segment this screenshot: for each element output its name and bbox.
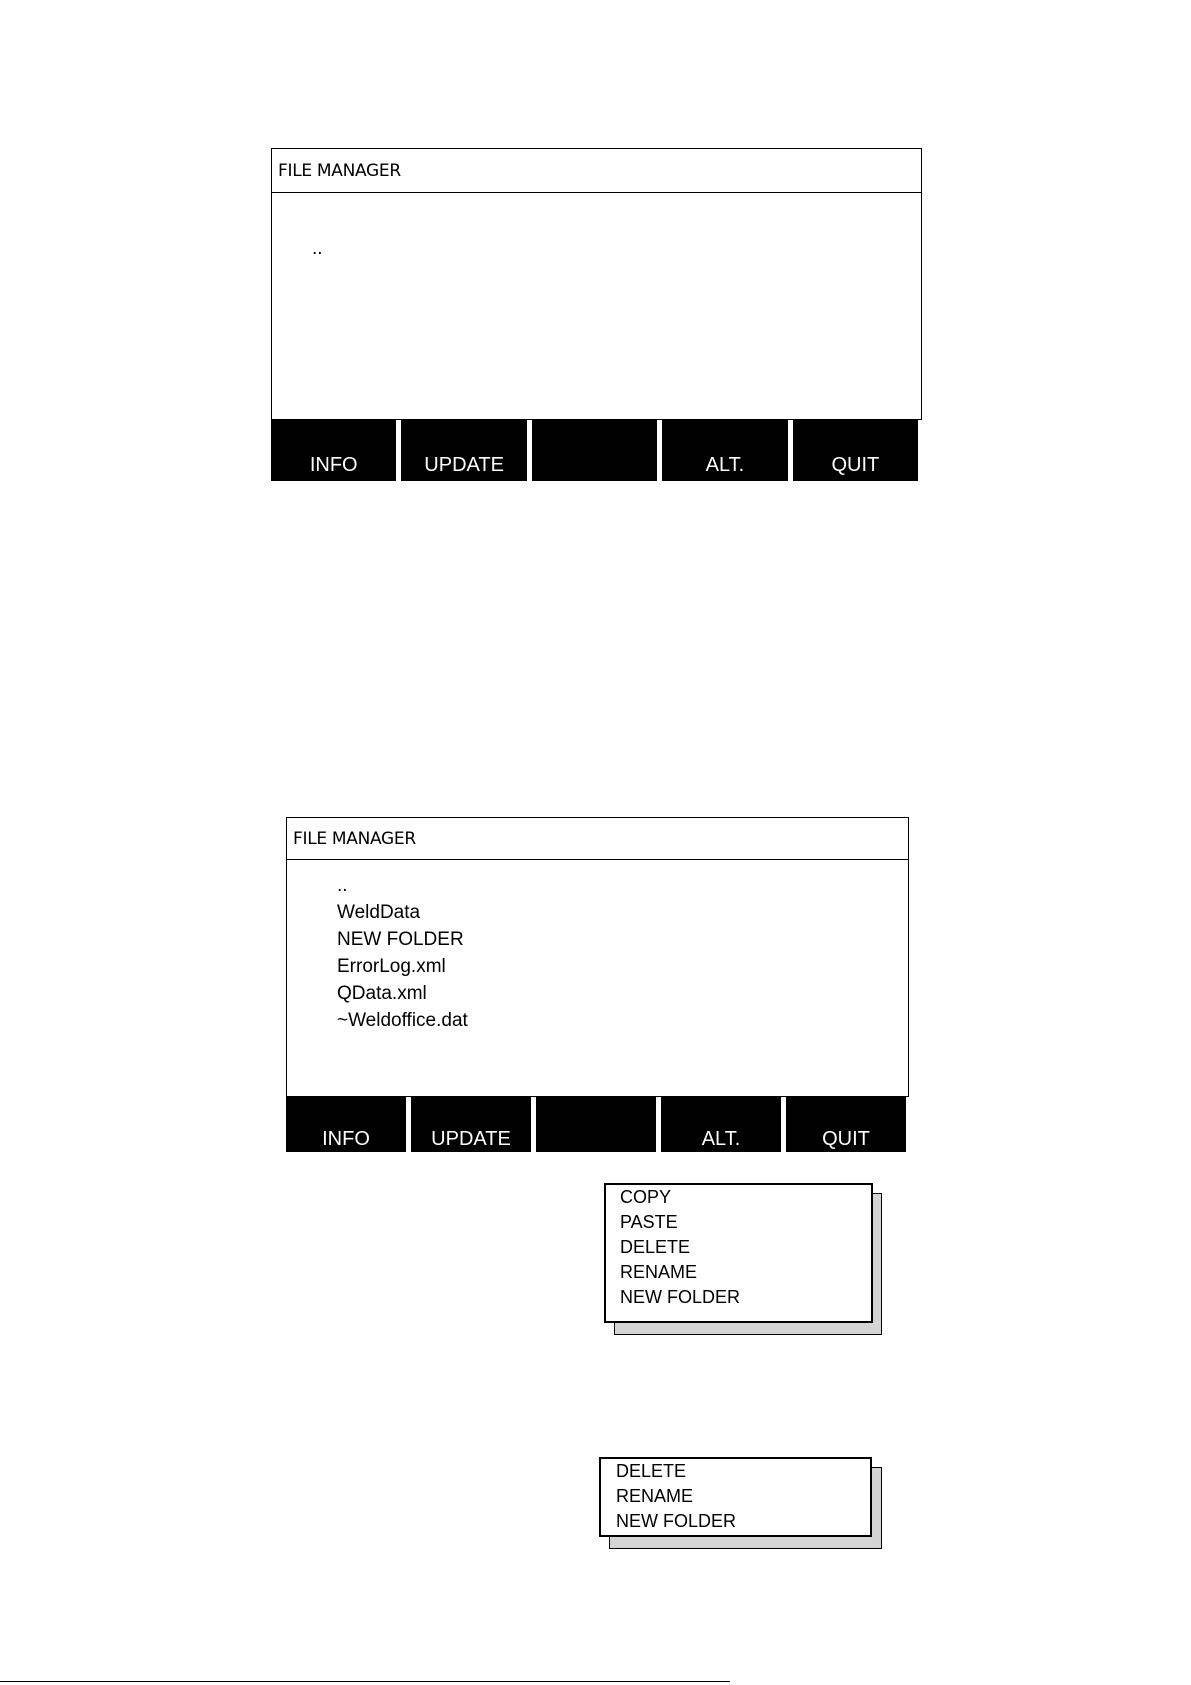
menu-item-new-folder[interactable]: NEW FOLDER <box>620 1287 741 1307</box>
menu-item-copy[interactable]: COPY <box>620 1187 672 1207</box>
context-menu-1 <box>604 1183 884 1336</box>
softkey-label: QUIT <box>831 454 880 476</box>
file-manager-screen-2 <box>286 817 909 1097</box>
page-divider <box>0 1681 730 1682</box>
blank-softkey[interactable] <box>532 420 657 481</box>
menu-item-rename[interactable]: RENAME <box>620 1262 698 1282</box>
softkey-label: INFO <box>309 454 358 476</box>
list-item[interactable]: WeldData <box>337 902 421 923</box>
menu-item-delete[interactable]: DELETE <box>620 1237 691 1257</box>
info-button[interactable] <box>286 1097 406 1152</box>
context-menu-2 <box>599 1457 884 1550</box>
softkey-label: ALT. <box>705 454 745 476</box>
list-item[interactable]: .. <box>312 238 323 259</box>
softkey-label: INFO <box>322 1128 370 1150</box>
softkey-label: UPDATE <box>431 1128 511 1150</box>
info-button[interactable] <box>271 420 396 481</box>
menu-item-rename[interactable]: RENAME <box>616 1486 694 1506</box>
softkey-bar-1 <box>271 420 918 481</box>
list-item[interactable]: ErrorLog.xml <box>337 956 446 977</box>
update-button[interactable] <box>401 420 526 481</box>
softkey-label: UPDATE <box>424 454 504 476</box>
menu-item-delete[interactable]: DELETE <box>616 1461 687 1481</box>
quit-button[interactable] <box>786 1097 906 1152</box>
menu-item-new-folder[interactable]: NEW FOLDER <box>616 1511 737 1531</box>
update-button[interactable] <box>411 1097 531 1152</box>
file-list <box>312 235 323 262</box>
page-title: FILE MANAGER <box>272 149 921 193</box>
softkey-label: ALT. <box>701 1128 741 1150</box>
list-item[interactable]: NEW FOLDER <box>337 929 464 950</box>
file-list <box>337 872 468 1034</box>
quit-button[interactable] <box>793 420 918 481</box>
menu-panel <box>599 1457 872 1537</box>
alt-button[interactable] <box>662 420 787 481</box>
file-manager-screen-1 <box>271 148 922 420</box>
softkey-bar-2 <box>286 1097 906 1152</box>
blank-softkey[interactable] <box>536 1097 656 1152</box>
alt-button[interactable] <box>661 1097 781 1152</box>
list-item[interactable]: QData.xml <box>337 983 427 1004</box>
menu-item-paste[interactable]: PASTE <box>620 1212 678 1232</box>
menu-panel <box>604 1183 873 1323</box>
list-item[interactable]: ~Weldoffice.dat <box>337 1010 468 1031</box>
page-title: FILE MANAGER <box>287 818 908 860</box>
list-item[interactable]: .. <box>337 875 348 896</box>
softkey-label: QUIT <box>822 1128 870 1150</box>
